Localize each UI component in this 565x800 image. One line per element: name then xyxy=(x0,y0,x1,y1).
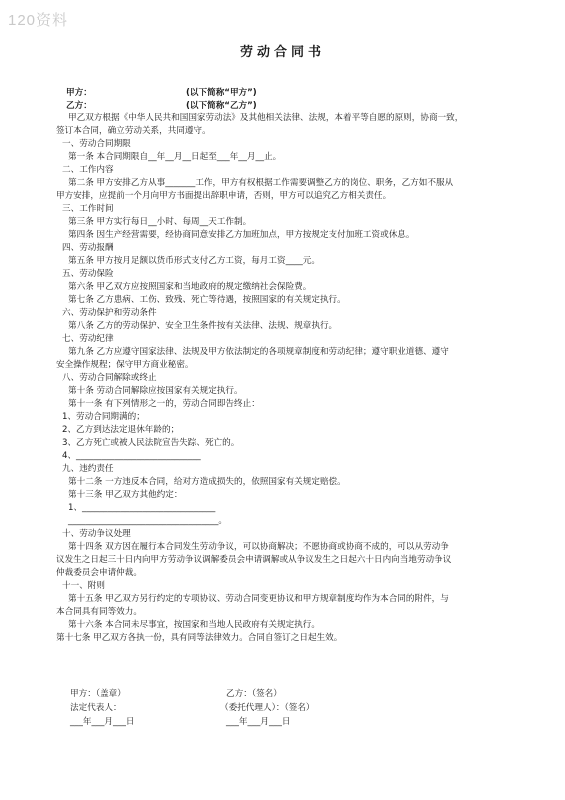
clause-line: 第十七条 甲乙双方各执一份，具有同等法律效力。合同自签订之日起生效。 xyxy=(56,633,343,643)
clause-line: 第九条 乙方应遵守国家法律、法规及甲方依法制定的各项规章制度和劳动纪律；遵守职业道德、遵守 xyxy=(68,347,449,357)
clause-line: 第十二条 一方违反本合同，给对方造成损失的，依照国家有关规定赔偿。 xyxy=(68,477,346,487)
document-title: 劳动合同书 xyxy=(239,45,325,60)
section-heading: 六、劳动保护和劳动条件 xyxy=(62,308,157,318)
signature-party-a: 甲方：（盖章） xyxy=(70,689,126,699)
clause-line: 第十四条 双方因在履行本合同发生劳动争议，可以协商解决；不愿协商或协商不成的，可以从劳动争 xyxy=(68,542,449,552)
clause-line: 第十五条 甲乙双方另行约定的专项协议、劳动合同变更协议和甲方规章制度均作为本合同的附件，与 xyxy=(68,594,449,604)
section-heading: 十一、附则 xyxy=(62,581,105,591)
preamble-line: 签订本合同，确立劳动关系，共同遵守。 xyxy=(56,126,211,136)
clause-line: 第十一条 有下列情形之一的，劳动合同即告终止： xyxy=(68,399,260,409)
list-item: 2、乙方到达法定退休年龄的； xyxy=(62,425,180,435)
party-b-label: 乙方： xyxy=(66,101,92,111)
list-item: 3、乙方死亡或被人民法院宣告失踪、死亡的。 xyxy=(62,438,240,448)
signature-legal-rep: 法定代表人： xyxy=(70,703,122,713)
list-item: 1、_______________________________ xyxy=(68,503,216,513)
section-heading: 八、劳动合同解除或终止 xyxy=(62,373,157,383)
clause-line: 第七条 乙方患病、工伤、致残、死亡等待遇，按照国家的有关规定执行。 xyxy=(68,295,346,305)
watermark-text: 120资料 xyxy=(8,12,69,29)
clause-line: 第五条 甲方按月足额以货币形式支付乙方工资，每月工资____元。 xyxy=(68,256,320,266)
section-heading: 九、违约责任 xyxy=(62,464,114,474)
section-heading: 一、劳动合同期限 xyxy=(62,139,131,149)
signature-party-b: 乙方：（签名） xyxy=(226,689,282,699)
signature-date-a: ___年___月___日 xyxy=(70,717,135,727)
party-a-note: (以下简称“甲方”) xyxy=(186,88,257,98)
section-heading: 十、劳动争议处理 xyxy=(62,529,131,539)
party-a-label: 甲方： xyxy=(66,88,92,98)
clause-line: 第二条 甲方安排乙方从事_______工作，甲方有权根据工作需要调整乙方的岗位、职务，乙方如不服从 xyxy=(68,178,454,188)
list-item: 1、劳动合同期满的； xyxy=(62,412,145,422)
clause-line: 第十三条 甲乙双方其他约定： xyxy=(68,490,183,500)
party-b-note: (以下简称“乙方”) xyxy=(186,101,257,111)
clause-line: 第八条 乙方的劳动保护、安全卫生条件按有关法律、法规、规章执行。 xyxy=(68,321,338,331)
signature-date-b: ___年___月___日 xyxy=(226,717,291,727)
clause-line: 第六条 甲乙双方应按照国家和当地政府的规定缴纳社会保险费。 xyxy=(68,282,312,292)
clause-line: 第三条 甲方实行每日__小时、每周__天工作制。 xyxy=(68,217,252,227)
section-heading: 五、劳动保险 xyxy=(62,269,114,279)
list-item: 4、_____________________________ xyxy=(62,451,201,461)
section-heading: 三、工作时间 xyxy=(62,204,114,214)
contract-body xyxy=(56,112,526,645)
clause-line: 第十条 劳动合同解除应按国家有关规定执行。 xyxy=(68,386,243,396)
clause-line: 安全操作规程；保守甲方商业秘密。 xyxy=(56,360,194,370)
clause-line: 第一条 本合同期限自__年__月__日起至___年__月__止。 xyxy=(68,152,282,162)
clause-line: 第十六条 本合同未尽事宜，按国家和当地人民政府有关规定执行。 xyxy=(68,620,320,630)
clause-line: 甲方安排，应提前一个月向甲方书面提出辞职申请，否则，甲方可以追究乙方相关责任。 xyxy=(56,191,392,201)
section-heading: 二、工作内容 xyxy=(62,165,114,175)
section-heading: 七、劳动纪律 xyxy=(62,334,114,344)
clause-line: 第四条 因生产经营需要，经协商同意安排乙方加班加点，甲方按规定支付加班工资或休息。 xyxy=(68,230,415,240)
clause-line: 议发生之日起三十日内向甲方劳动争议调解委员会申请调解或从争议发生之日起六十日内向当地劳动争议 xyxy=(56,555,452,565)
preamble-line: 甲乙双方根据《中华人民共和国国家劳动法》及其他相关法律、法规，本着平等自愿的原则，协商一致， xyxy=(68,113,464,123)
clause-line: 仲裁委员会申请仲裁。 xyxy=(56,568,142,578)
party-a-line xyxy=(66,87,257,100)
section-heading: 四、劳动报酬 xyxy=(62,243,114,253)
clause-line: 本合同具有同等效力。 xyxy=(56,607,142,617)
list-item: ___________________________________。 xyxy=(68,516,227,526)
signature-agent: （委托代理人）：（签名） xyxy=(220,703,315,713)
